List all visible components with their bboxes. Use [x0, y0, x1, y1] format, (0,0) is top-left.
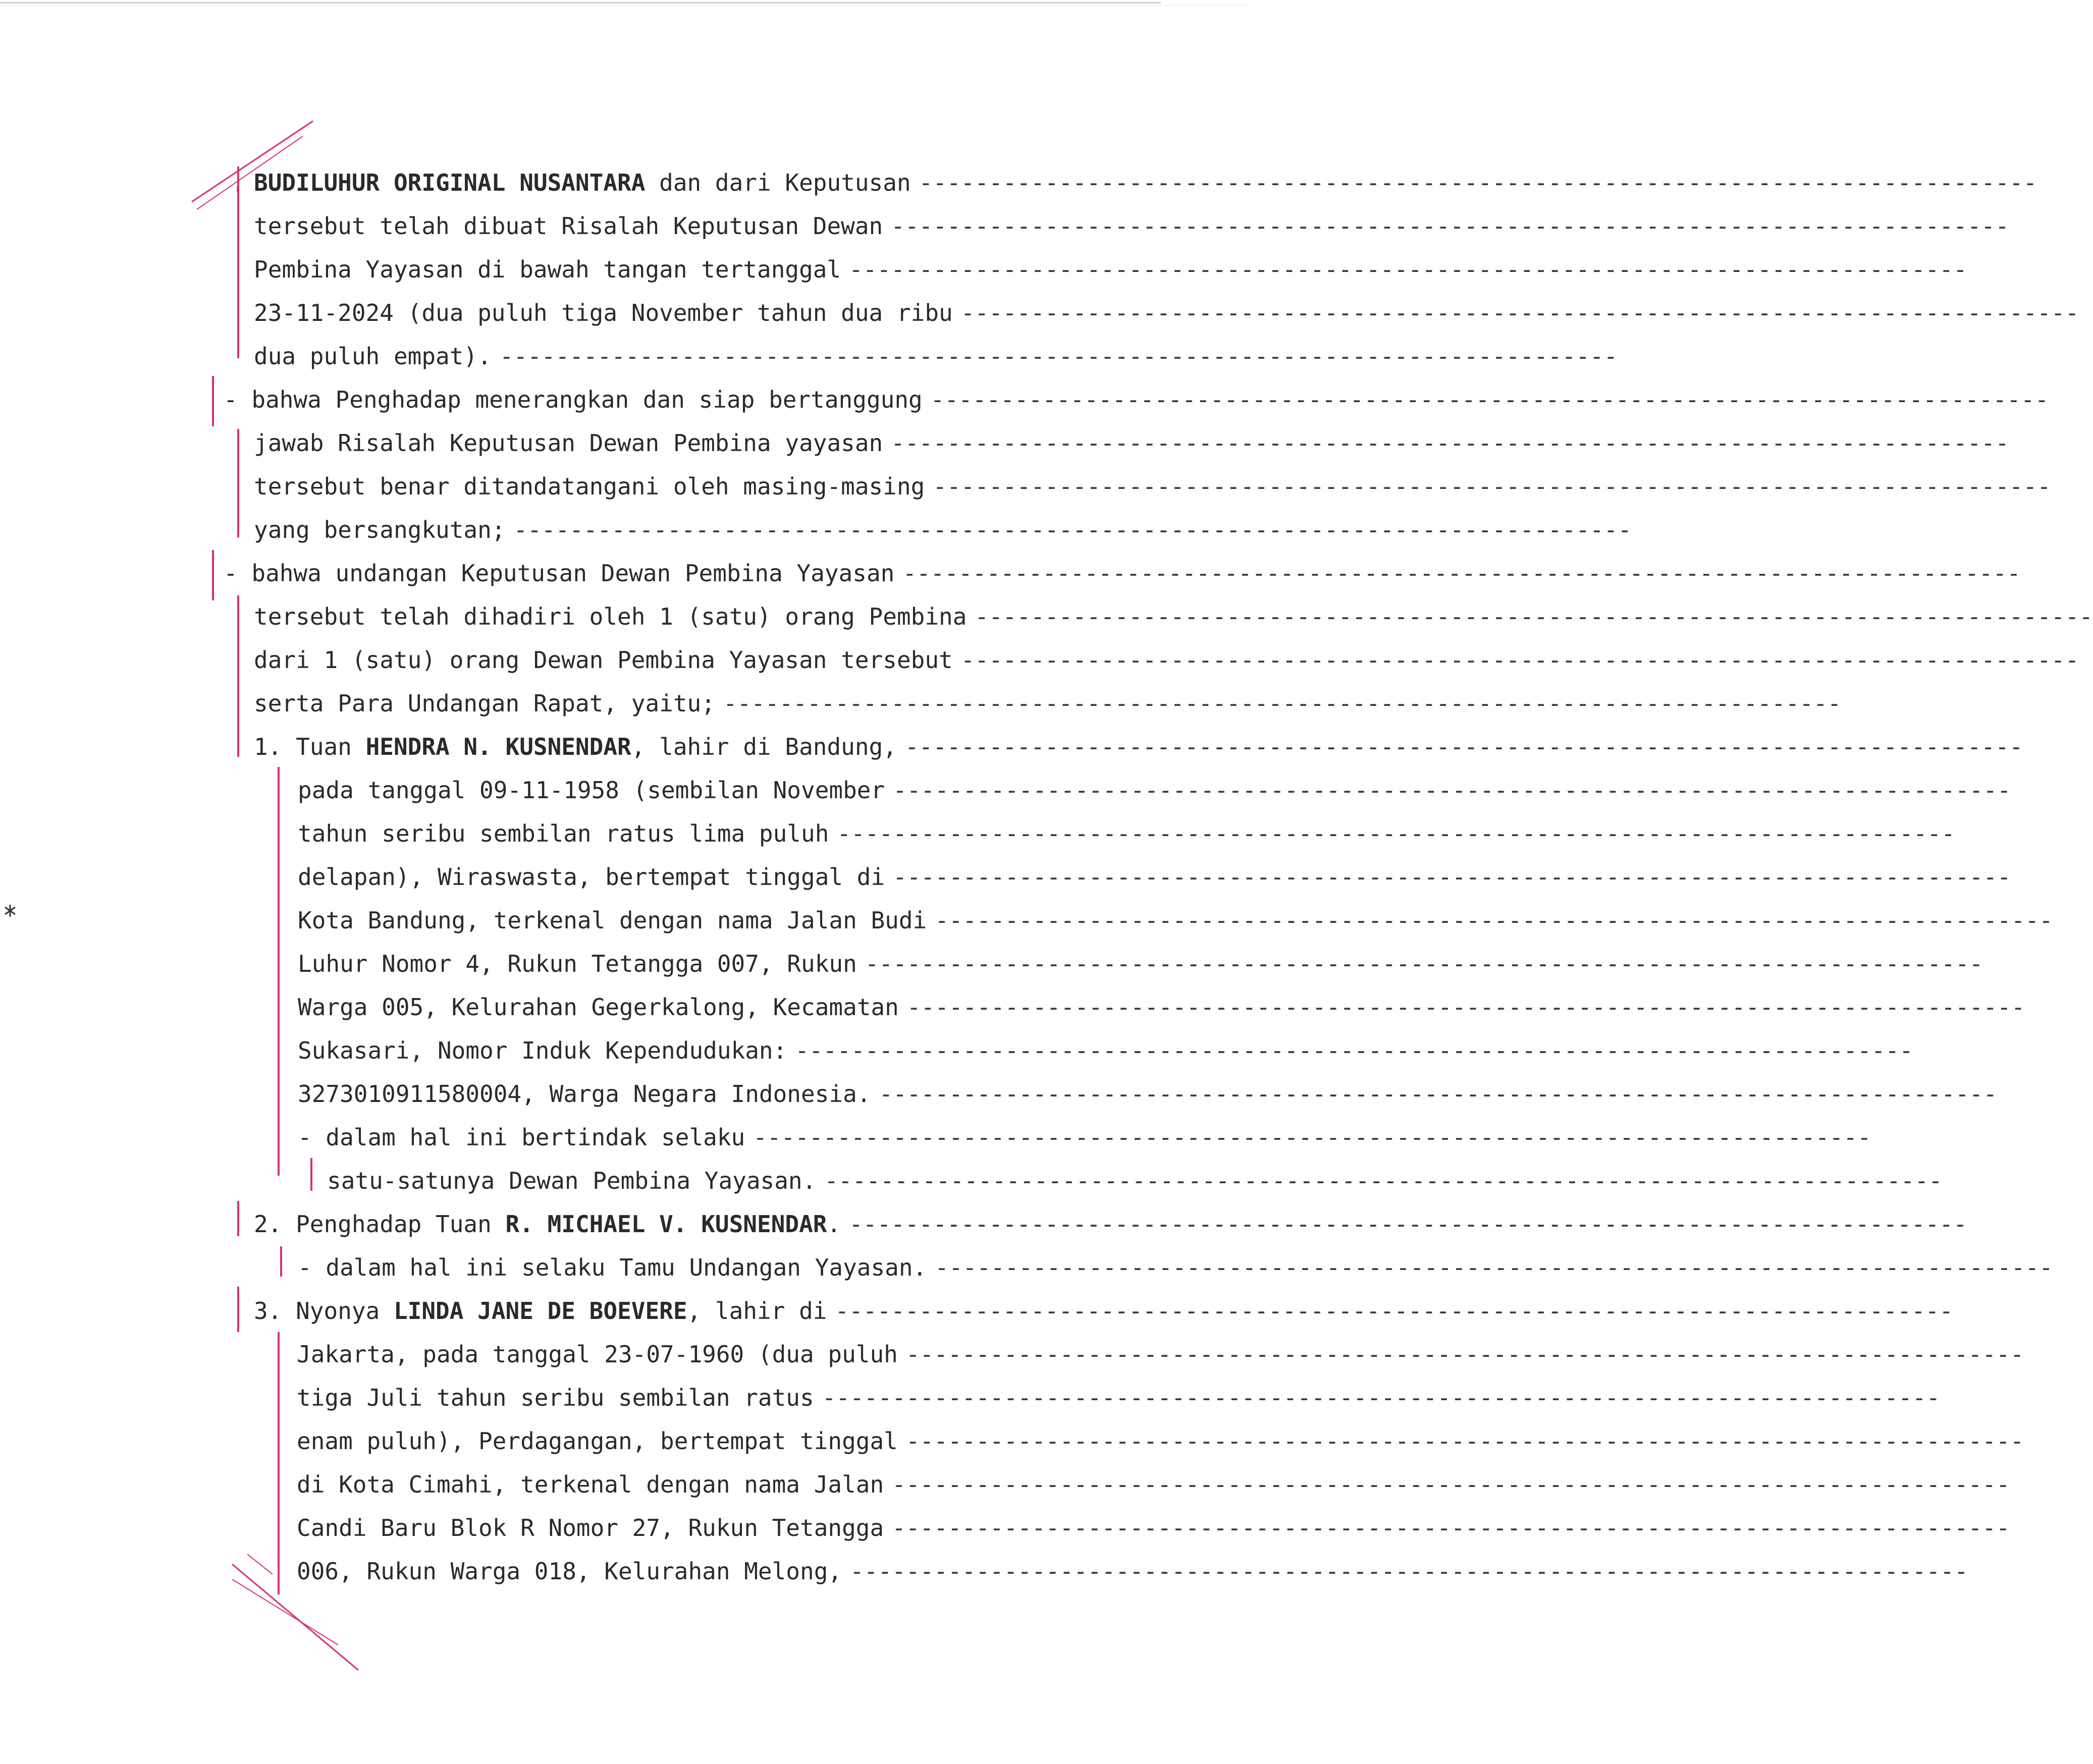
fill-dashes: -------------------------------------------------------------------------------- [824, 1167, 1943, 1194]
line-text: Luhur Nomor 4, Rukun Tetangga 007, Rukun [298, 950, 857, 977]
fill-dashes: -------------------------------------------------------------------------------- [891, 212, 2009, 240]
doc-line [298, 1116, 1871, 1159]
line-text: - bahwa undangan Keputusan Dewan Pembina Yayasan [224, 560, 895, 587]
doc-line [298, 899, 2053, 942]
fill-dashes: -------------------------------------------------------------------------------- [933, 473, 2051, 500]
line-text: tahun seribu sembilan ratus lima puluh [298, 820, 829, 847]
doc-line [298, 942, 1983, 985]
doc-line [254, 508, 1632, 552]
fill-dashes: -------------------------------------------------------------------------------- [930, 386, 2049, 413]
doc-line [297, 1419, 2024, 1463]
fill-dashes: -------------------------------------------------------------------------------- [513, 516, 1632, 543]
fill-dashes: -------------------------------------------------------------------------------- [753, 1124, 1871, 1151]
fill-dashes: -------------------------------------------------------------------------------- [892, 1471, 2010, 1498]
line-text: enam puluh), Perdagangan, bertempat tinggal [297, 1427, 898, 1455]
fill-dashes: -------------------------------------------------------------------------------- [822, 1384, 1941, 1411]
doc-line [298, 1246, 2053, 1289]
margin-marker [212, 550, 214, 600]
doc-line [254, 335, 1618, 378]
doc-line [254, 1289, 1954, 1333]
line-text: 1. Tuan [254, 733, 366, 760]
line-text: dua puluh empat). [254, 343, 492, 370]
bold-name: BUDILUHUR ORIGINAL NUSANTARA [254, 169, 646, 196]
fill-dashes: -------------------------------------------------------------------------------- [960, 646, 2079, 674]
doc-line [297, 1333, 2024, 1376]
fill-dashes: -------------------------------------------------------------------------------- [723, 690, 1842, 717]
line-text: 23-11-2024 (dua puluh tiga November tahun dua ribu [254, 299, 953, 326]
line-text: satu-satunya Dewan Pembina Yayasan. [327, 1167, 817, 1194]
doc-line [297, 1463, 2010, 1506]
doc-line [254, 248, 1967, 291]
fill-dashes: -------------------------------------------------------------------------------- [905, 1341, 2024, 1368]
line-text: pada tanggal 09-11-1958 (sembilan November [298, 777, 885, 804]
fill-dashes: -------------------------------------------------------------------------------- [975, 603, 2093, 630]
fill-dashes: -------------------------------------------------------------------------------- [892, 1514, 2010, 1541]
line-text: tersebut benar ditandatangani oleh masing-masing [254, 473, 925, 500]
doc-line [254, 725, 2023, 768]
doc-line [254, 1202, 1967, 1246]
line-text: jawab Risalah Keputusan Dewan Pembina yayasan [254, 429, 883, 457]
bold-name: HENDRA N. KUSNENDAR [365, 733, 631, 760]
doc-line [254, 421, 2009, 465]
line-text: Warga 005, Kelurahan Gegerkalong, Kecamatan [298, 994, 899, 1021]
doc-line [224, 552, 2021, 595]
fill-dashes: -------------------------------------------------------------------------------- [891, 429, 2009, 457]
fill-dashes: -------------------------------------------------------------------------------- [905, 1427, 2024, 1455]
fill-dashes: -------------------------------------------------------------------------------- [904, 733, 2023, 760]
line-text: , lahir di Bandung, [631, 733, 897, 760]
fill-dashes: -------------------------------------------------------------------------------- [893, 777, 2011, 804]
doc-line [224, 378, 2049, 421]
line-text: dan dari Keputusan [645, 169, 911, 196]
line-text: yang bersangkutan; [254, 516, 506, 543]
doc-line [254, 595, 2093, 638]
doc-line [254, 465, 2051, 508]
line-text: 006, Rukun Warga 018, Kelurahan Melong, [297, 1558, 842, 1585]
fill-dashes: -------------------------------------------------------------------------------- [893, 863, 2011, 891]
margin-marker [237, 429, 239, 537]
doc-line [254, 638, 2079, 682]
line-text: - dalam hal ini bertindak selaku [298, 1124, 745, 1151]
doc-line [298, 985, 2025, 1029]
line-text: - dalam hal ini selaku Tamu Undangan Yayasan. [298, 1254, 927, 1281]
line-text: Candi Baru Blok R Nomor 27, Rukun Tetangga [297, 1514, 884, 1541]
asterisk-mark [3, 903, 18, 918]
bold-name: R. MICHAEL V. KUSNENDAR [505, 1210, 827, 1238]
line-text: , lahir di [687, 1297, 827, 1325]
margin-marker [310, 1158, 312, 1191]
line-text: Pembina Yayasan di bawah tangan tertanggal [254, 256, 841, 283]
fill-dashes: -------------------------------------------------------------------------------- [919, 169, 2037, 196]
line-text: tersebut telah dibuat Risalah Keputusan Dewan [254, 212, 883, 240]
doc-line [298, 855, 2011, 899]
line-text: 2. Penghadap Tuan [254, 1210, 506, 1238]
fill-dashes: -------------------------------------------------------------------------------- [849, 1210, 1967, 1238]
line-text: - bahwa Penghadap menerangkan dan siap bertanggung [224, 386, 923, 413]
doc-line [298, 1072, 1998, 1116]
fill-dashes: -------------------------------------------------------------------------------- [849, 256, 1967, 283]
line-text: di Kota Cimahi, terkenal dengan nama Jalan [297, 1471, 884, 1498]
fill-dashes: -------------------------------------------------------------------------------- [865, 950, 1983, 977]
fill-dashes: -------------------------------------------------------------------------------- [795, 1037, 1913, 1064]
margin-marker [280, 1246, 282, 1277]
doc-line [254, 204, 2009, 248]
fill-dashes: -------------------------------------------------------------------------------- [879, 1080, 1998, 1108]
margin-marker [278, 767, 280, 1176]
line-text: delapan), Wiraswasta, bertempat tinggal di [298, 863, 885, 891]
scan-edge-line [0, 2, 1161, 4]
doc-line [327, 1159, 1943, 1202]
fill-dashes: -------------------------------------------------------------------------------- [850, 1558, 1968, 1585]
fill-dashes: -------------------------------------------------------------------------------- [906, 994, 2025, 1021]
bold-name: LINDA JANE DE BOEVERE [393, 1297, 687, 1325]
fill-dashes: -------------------------------------------------------------------------------- [837, 820, 1955, 847]
doc-line [297, 1550, 1968, 1593]
doc-line [254, 682, 1842, 725]
line-text: Jakarta, pada tanggal 23-07-1960 (dua puluh [297, 1341, 898, 1368]
margin-marker [212, 376, 214, 426]
doc-line [298, 1029, 1913, 1072]
doc-line [298, 812, 1955, 855]
fill-dashes: -------------------------------------------------------------------------------- [499, 343, 1618, 370]
fill-dashes: -------------------------------------------------------------------------------- [935, 907, 2053, 934]
doc-line [298, 768, 2011, 812]
fill-dashes: -------------------------------------------------------------------------------- [960, 299, 2079, 326]
margin-marker [237, 595, 239, 757]
scan-edge-line-faint [0, 5, 1248, 6]
doc-line [297, 1376, 1941, 1419]
line-text: tersebut telah dihadiri oleh 1 (satu) orang Pembina [254, 603, 967, 630]
line-text: tiga Juli tahun seribu sembilan ratus [297, 1384, 814, 1411]
doc-line [254, 161, 2037, 204]
margin-marker [237, 1201, 239, 1236]
line-text: 3. Nyonya [254, 1297, 394, 1325]
fill-dashes: -------------------------------------------------------------------------------- [835, 1297, 1954, 1325]
margin-marker [237, 1287, 239, 1332]
line-text: serta Para Undangan Rapat, yaitu; [254, 690, 715, 717]
fill-dashes: -------------------------------------------------------------------------------- [935, 1254, 2053, 1281]
line-text: Kota Bandung, terkenal dengan nama Jalan Budi [298, 907, 927, 934]
fill-dashes: -------------------------------------------------------------------------------- [902, 560, 2021, 587]
line-text: 3273010911580004, Warga Negara Indonesia. [298, 1080, 871, 1108]
doc-line [297, 1506, 2010, 1550]
line-text: dari 1 (satu) orang Dewan Pembina Yayasan tersebut [254, 646, 953, 674]
line-text: . [827, 1210, 841, 1238]
line-text: Sukasari, Nomor Induk Kependudukan: [298, 1037, 787, 1064]
doc-line [254, 291, 2079, 335]
